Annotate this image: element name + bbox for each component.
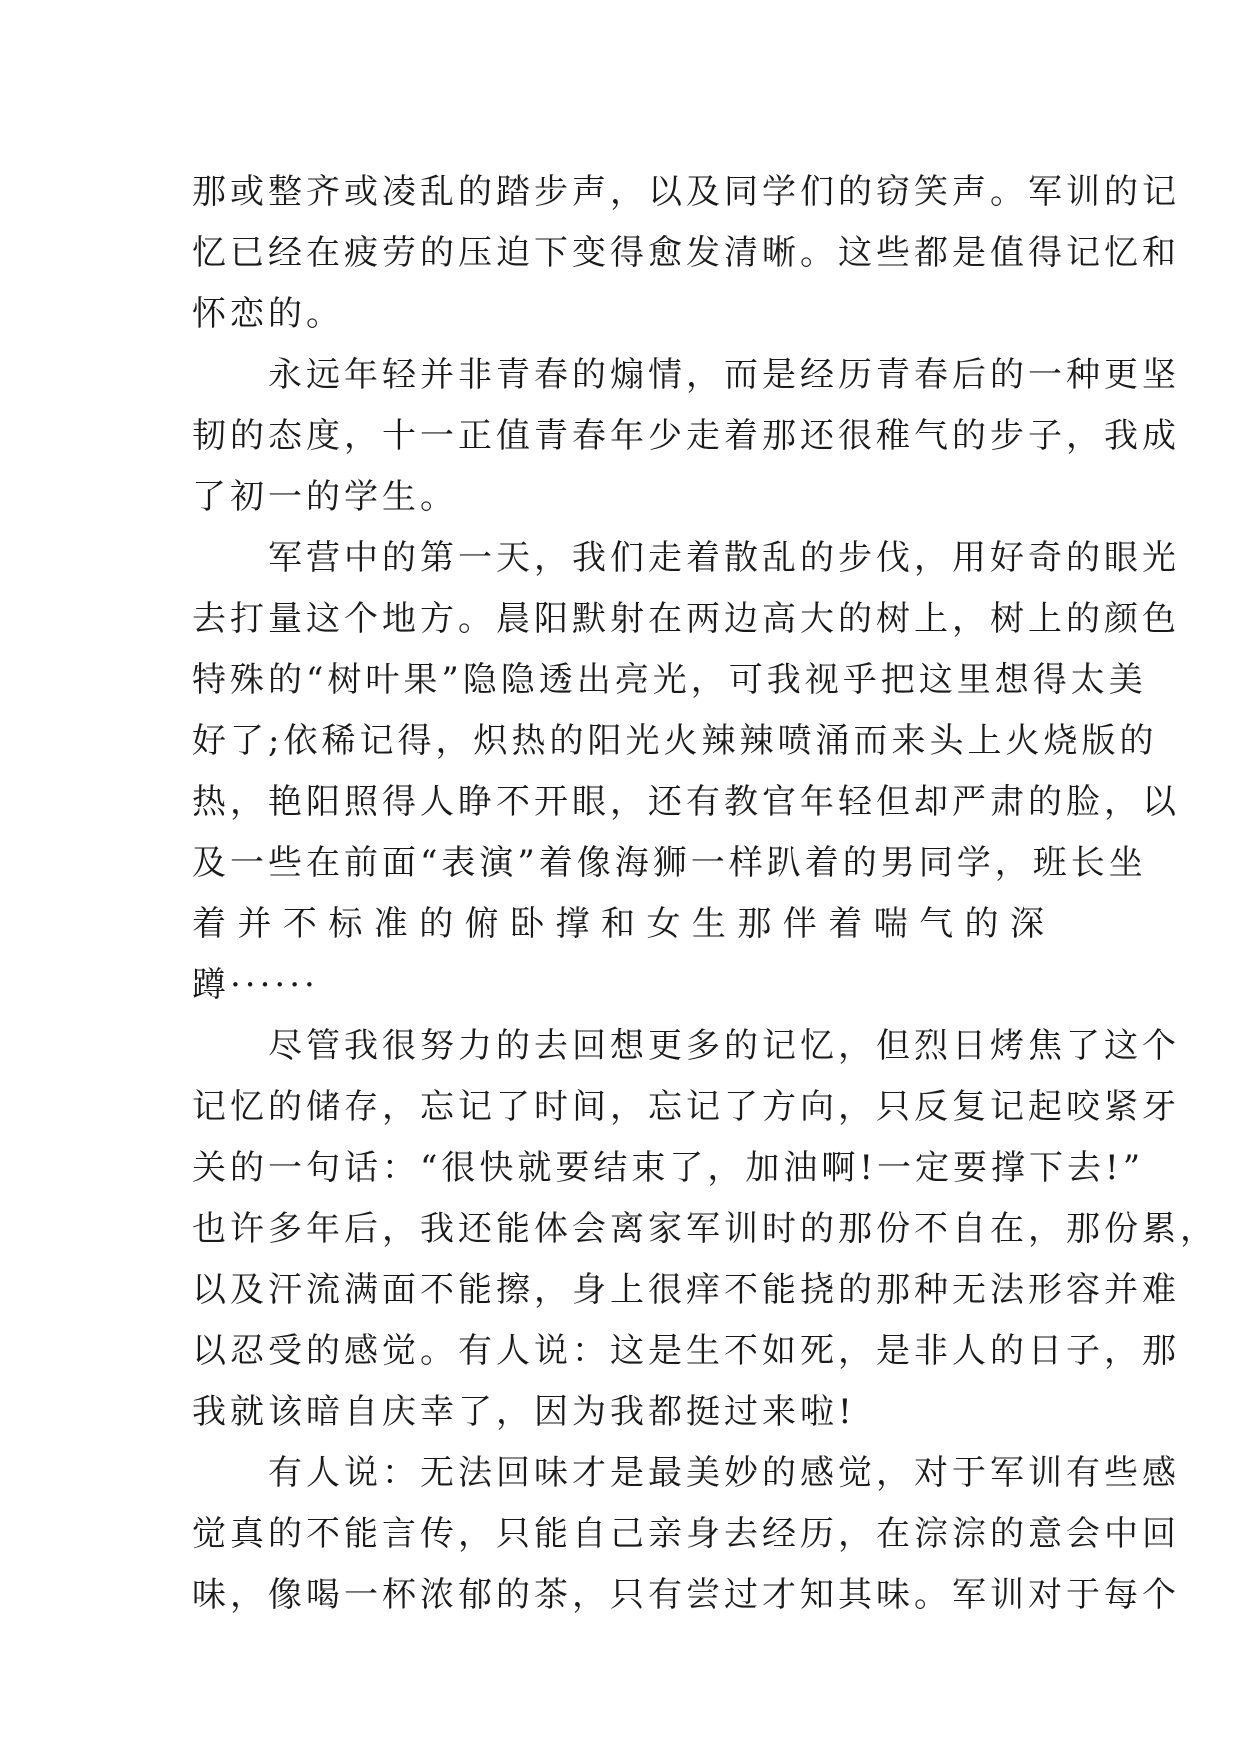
text-line: 着并不标准的俯卧撑和女生那伴着喘气的深	[192, 904, 1048, 944]
paragraph-3	[192, 528, 1180, 1016]
text-line: 热，艳阳照得人睁不开眼，还有教官年轻但却严肃的脸，以	[192, 782, 1180, 822]
text-line: 那或整齐或凌乱的踏步声，以及同学们的窃笑声。军训的记	[192, 172, 1180, 212]
text-line: 也许多年后，我还能体会离家军训时的那份不自在，那份累，	[192, 1209, 1218, 1249]
paragraph-4	[192, 1016, 1218, 1443]
text-line: 味，像喝一杯浓郁的茶，只有尝过才知其味。军训对于每个	[192, 1575, 1180, 1615]
text-line: 关的一句话：“很快就要结束了，加油啊!一定要撑下去!”	[192, 1148, 1145, 1188]
text-line: 及一些在前面“表演”着像海狮一样趴着的男同学，班长坐	[192, 843, 1147, 883]
text-line: 蹲······	[192, 965, 319, 1005]
text-line: 永远年轻并非青春的煽情，而是经历青春后的一种更坚	[192, 355, 1180, 395]
text-line: 了初一的学生。	[192, 477, 458, 517]
text-line: 怀恋的。	[192, 294, 344, 334]
paragraph-5	[192, 1443, 1180, 1626]
text-line: 我就该暗自庆幸了，因为我都挺过来啦!	[192, 1392, 856, 1432]
text-line: 以忍受的感觉。有人说：这是生不如死，是非人的日子，那	[192, 1331, 1180, 1371]
text-line: 去打量这个地方。晨阳默射在两边高大的树上，树上的颜色	[192, 599, 1180, 639]
body-text	[192, 162, 1218, 1626]
text-line: 以及汗流满面不能擦，身上很痒不能挠的那种无法形容并难	[192, 1270, 1180, 1310]
text-line: 觉真的不能言传，只能自己亲身去经历，在淙淙的意会中回	[192, 1514, 1180, 1554]
text-line: 特殊的“树叶果”隐隐透出亮光，可我视乎把这里想得太美	[192, 660, 1147, 700]
paragraph-1	[192, 162, 1180, 345]
text-line: 尽管我很努力的去回想更多的记忆，但烈日烤焦了这个	[192, 1026, 1180, 1066]
text-line: 有人说：无法回味才是最美妙的感觉，对于军训有些感	[192, 1453, 1180, 1493]
text-line: 军营中的第一天，我们走着散乱的步伐，用好奇的眼光	[192, 538, 1180, 578]
text-line: 记忆的储存，忘记了时间，忘记了方向，只反复记起咬紧牙	[192, 1087, 1180, 1127]
paragraph-2	[192, 345, 1180, 528]
text-line: 忆已经在疲劳的压迫下变得愈发清晰。这些都是值得记忆和	[192, 233, 1180, 273]
text-line: 好了;依稀记得，炽热的阳光火辣辣喷涌而来头上火烧版的	[192, 721, 1158, 761]
text-line: 韧的态度，十一正值青春年少走着那还很稚气的步子，我成	[192, 416, 1180, 456]
